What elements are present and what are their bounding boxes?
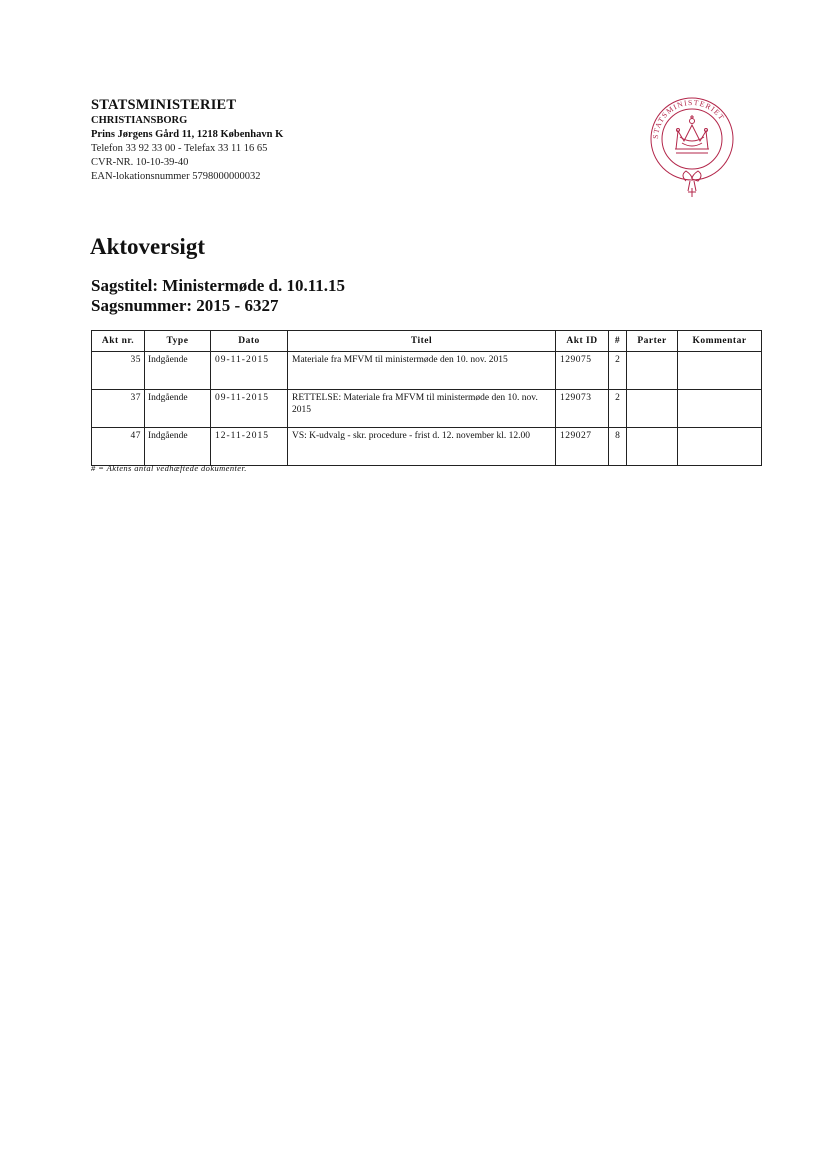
- cell-akt-nr: 47: [92, 428, 145, 466]
- letterhead: [91, 97, 283, 184]
- cell-akt-nr: 35: [92, 352, 145, 390]
- cell-kommentar: [678, 352, 762, 390]
- cell-titel: Materiale fra MFVM til ministermøde den 10. nov. 2015: [288, 352, 556, 390]
- header-akt-id: Akt ID: [556, 331, 609, 352]
- cell-type: Indgående: [145, 352, 211, 390]
- organization-address: Prins Jørgens Gård 11, 1218 København K: [91, 129, 284, 140]
- organization-ean: EAN-lokationsnummer 5798000000032: [91, 171, 261, 182]
- header-count: #: [609, 331, 627, 352]
- table-footnote: # = Aktens antal vedhæftede dokumenter.: [91, 463, 247, 473]
- cell-type: Indgående: [145, 428, 211, 466]
- cell-akt-nr: 37: [92, 390, 145, 428]
- cell-parter: [627, 428, 678, 466]
- header-akt-nr: Akt nr.: [92, 331, 145, 352]
- cell-dato: 12-11-2015: [211, 428, 288, 466]
- header-kommentar: Kommentar: [678, 331, 762, 352]
- organization-cvr: CVR-NR. 10-10-39-40: [91, 157, 189, 168]
- seal-text: STATSMINISTERIET: [650, 97, 727, 140]
- cell-count: 8: [609, 428, 627, 466]
- cell-kommentar: [678, 428, 762, 466]
- header-titel: Titel: [288, 331, 556, 352]
- header-type: Type: [145, 331, 211, 352]
- page-title: Aktoversigt: [90, 234, 205, 259]
- table-row: [92, 428, 762, 466]
- cell-dato: 09-11-2015: [211, 390, 288, 428]
- cell-kommentar: [678, 390, 762, 428]
- acts-table: [91, 330, 762, 466]
- cell-akt-id: 129075: [556, 352, 609, 390]
- cell-parter: [627, 390, 678, 428]
- cell-type: Indgående: [145, 390, 211, 428]
- cell-titel: VS: K-udvalg - skr. procedure - frist d. 12. november kl. 12.00: [288, 428, 556, 466]
- case-title: Sagstitel: Ministermøde d. 10.11.15: [91, 276, 346, 295]
- table-row: [92, 390, 762, 428]
- organization-subtitle: CHRISTIANSBORG: [91, 115, 188, 126]
- table-row: [92, 352, 762, 390]
- crown-seal-logo: [648, 95, 736, 205]
- case-header: [91, 276, 345, 316]
- cell-titel: RETTELSE: Materiale fra MFVM til ministermøde den 10. nov. 2015: [288, 390, 556, 428]
- cell-parter: [627, 352, 678, 390]
- organization-phone: Telefon 33 92 33 00 - Telefax 33 11 16 65: [91, 143, 268, 154]
- cell-count: 2: [609, 390, 627, 428]
- cell-count: 2: [609, 352, 627, 390]
- header-parter: Parter: [627, 331, 678, 352]
- cell-akt-id: 129027: [556, 428, 609, 466]
- organization-name: STATSMINISTERIET: [91, 97, 237, 113]
- cell-akt-id: 129073: [556, 390, 609, 428]
- case-number: Sagsnummer: 2015 - 6327: [91, 296, 279, 315]
- header-dato: Dato: [211, 331, 288, 352]
- cell-dato: 09-11-2015: [211, 352, 288, 390]
- table-header-row: [92, 331, 762, 352]
